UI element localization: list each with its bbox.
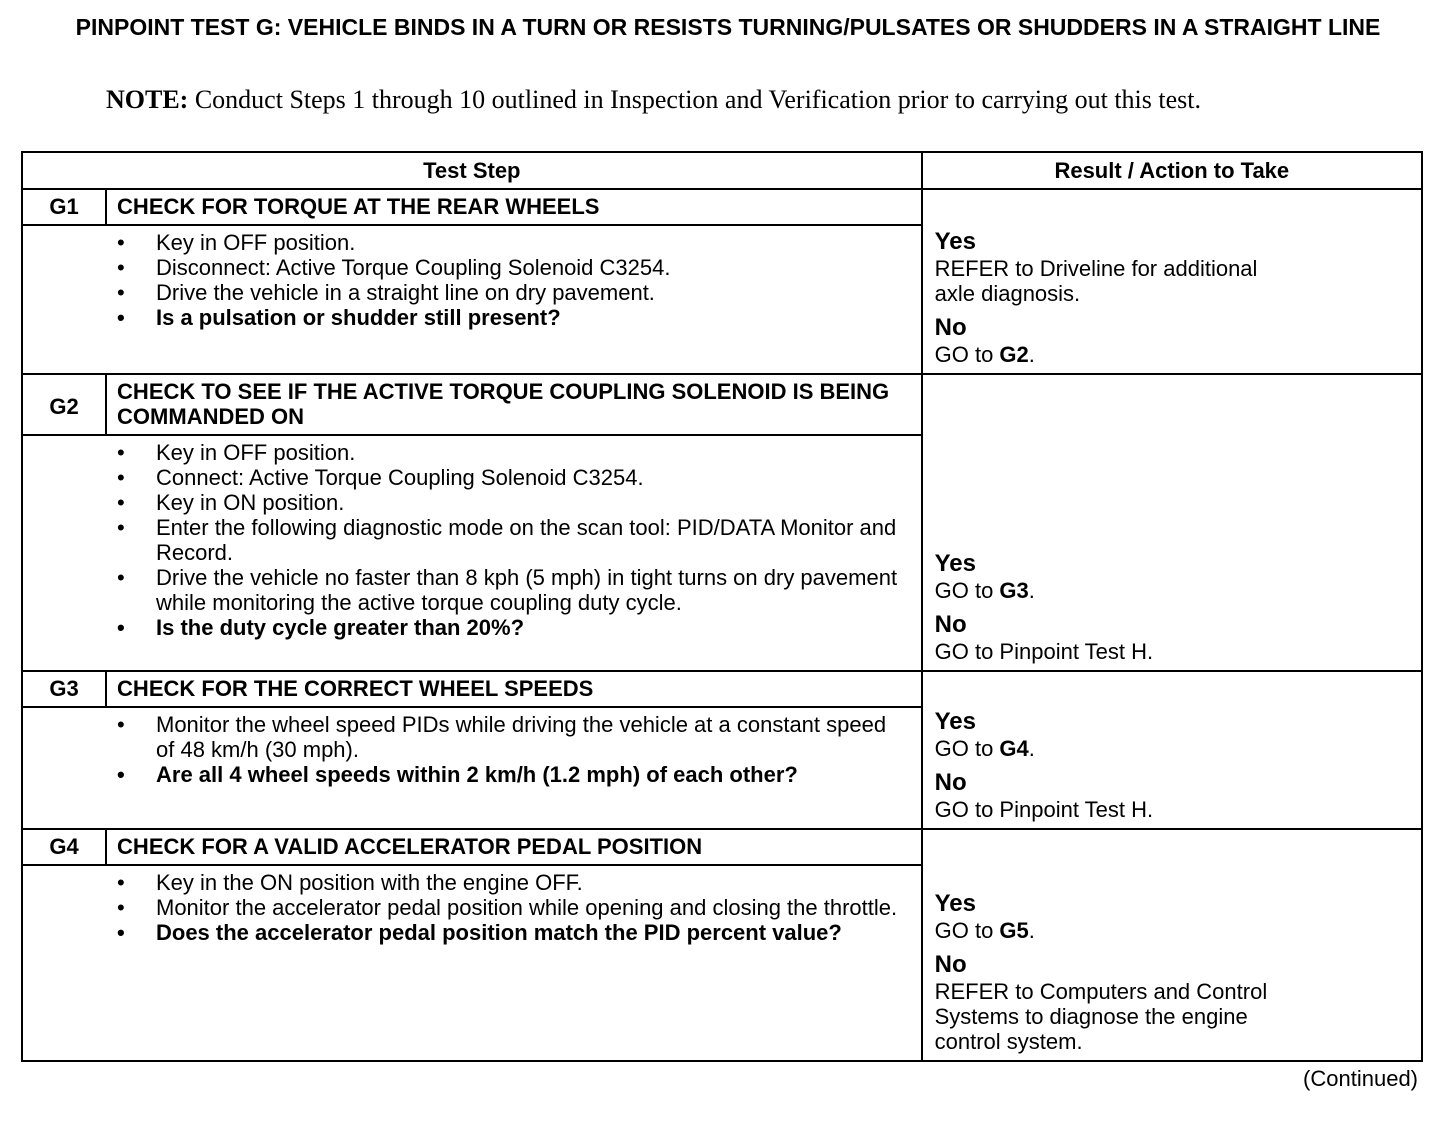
- header-result-action: Result / Action to Take: [922, 152, 1422, 189]
- yes-label: Yes: [934, 890, 977, 917]
- yes-action: [935, 918, 1411, 943]
- no-label: No: [934, 769, 967, 796]
- note-label: NOTE:: [106, 85, 189, 114]
- step-id: G1: [22, 189, 106, 225]
- step-g3-body: [22, 707, 922, 829]
- list-item: • Drive the vehicle no faster than 8 kph (5 mph) in tight turns on dry pavement while monitoring the active torque coupling duty cycle.: [23, 565, 901, 615]
- list-item: • Key in the ON position with the engine OFF.: [23, 870, 901, 895]
- no-action-ref: G2: [999, 342, 1029, 367]
- step-heading: CHECK FOR THE CORRECT WHEEL SPEEDS: [106, 671, 922, 707]
- continued-label: (Continued): [1303, 1066, 1418, 1091]
- list-item: • Key in OFF position.: [23, 230, 901, 255]
- no-label: No: [934, 611, 967, 638]
- step-g2-bullets: [23, 436, 921, 644]
- step-g3-heading-row: [22, 671, 1422, 707]
- list-item: • Monitor the wheel speed PIDs while driving the vehicle at a constant speed of 48 km/h (30 mph).: [23, 712, 901, 762]
- yes-action-ref: G4: [999, 736, 1029, 761]
- yes-action-prefix: GO to: [934, 736, 1000, 761]
- yes-action-suffix: .: [1028, 578, 1035, 603]
- list-item: • Connect: Active Torque Coupling Solenoid C3254.: [23, 465, 901, 490]
- list-item: • Enter the following diagnostic mode on the scan tool: PID/DATA Monitor and Record.: [23, 515, 901, 565]
- step-g4-result: [922, 829, 1422, 1061]
- step-g4-body: [22, 865, 922, 1061]
- no-action-suffix: .: [1028, 342, 1035, 367]
- yes-action-suffix: .: [1028, 918, 1035, 943]
- step-heading: CHECK FOR A VALID ACCELERATOR PEDAL POSITION: [106, 829, 922, 865]
- table-header-row: [22, 152, 1422, 189]
- yes-action-suffix: .: [1028, 736, 1035, 761]
- no-action-prefix: GO to: [934, 342, 1000, 367]
- list-item: • Drive the vehicle in a straight line on dry pavement.: [23, 280, 901, 305]
- no-action: [935, 342, 1411, 367]
- step-g3-result: [922, 671, 1422, 829]
- step-g2-body: [22, 435, 922, 671]
- yes-label: Yes: [934, 228, 977, 255]
- no-action: REFER to Computers and Control Systems to diagnose the engine control system.: [934, 979, 1268, 1054]
- step-question: • Is the duty cycle greater than 20%?: [23, 615, 901, 640]
- yes-action: REFER to Driveline for additional axle diagnosis.: [934, 256, 1258, 306]
- no-action: GO to Pinpoint Test H.: [934, 797, 1154, 822]
- yes-action-ref: G5: [999, 918, 1029, 943]
- step-g1-bullets: [23, 226, 921, 334]
- yes-action: [935, 736, 1411, 761]
- pinpoint-test-table: [21, 151, 1423, 1062]
- yes-label: Yes: [934, 708, 977, 735]
- yes-action-prefix: GO to: [934, 918, 1000, 943]
- step-g1-heading-row: [22, 189, 1422, 225]
- step-id: G3: [22, 671, 106, 707]
- step-question: • Is a pulsation or shudder still present?: [23, 305, 901, 330]
- header-test-step: Test Step: [22, 152, 922, 189]
- no-label: No: [934, 951, 967, 978]
- note-text: Conduct Steps 1 through 10 outlined in Inspection and Verification prior to carrying out this test.: [194, 85, 1201, 114]
- list-item: • Key in OFF position.: [23, 440, 901, 465]
- step-g3-bullets: [23, 708, 921, 791]
- step-heading: CHECK FOR TORQUE AT THE REAR WHEELS: [106, 189, 922, 225]
- yes-action-prefix: GO to: [934, 578, 1000, 603]
- step-g1-body: [22, 225, 922, 374]
- note: [106, 84, 1306, 115]
- page-title: PINPOINT TEST G: VEHICLE BINDS IN A TURN OR RESISTS TURNING/PULSATES OR SHUDDERS IN A STRAIGHT LINE: [75, 14, 1381, 40]
- step-g2-result: [922, 374, 1422, 671]
- step-g4-bullets: [23, 866, 921, 949]
- step-heading: CHECK TO SEE IF THE ACTIVE TORQUE COUPLING SOLENOID IS BEING COMMANDED ON: [106, 374, 922, 435]
- list-item: • Key in ON position.: [23, 490, 901, 515]
- yes-action-ref: G3: [999, 578, 1029, 603]
- list-item: • Monitor the accelerator pedal position while opening and closing the throttle.: [23, 895, 901, 920]
- step-g4-heading-row: [22, 829, 1422, 865]
- step-id: G2: [22, 374, 106, 435]
- step-question: • Are all 4 wheel speeds within 2 km/h (1.2 mph) of each other?: [23, 762, 901, 787]
- step-question: • Does the accelerator pedal position match the PID percent value?: [23, 920, 901, 945]
- step-g2-heading-row: [22, 374, 1422, 435]
- no-action: GO to Pinpoint Test H.: [934, 639, 1154, 664]
- yes-action: [935, 578, 1411, 603]
- step-id: G4: [22, 829, 106, 865]
- yes-label: Yes: [934, 550, 977, 577]
- list-item: • Disconnect: Active Torque Coupling Solenoid C3254.: [23, 255, 901, 280]
- no-label: No: [934, 314, 967, 341]
- step-g1-result: [922, 189, 1422, 374]
